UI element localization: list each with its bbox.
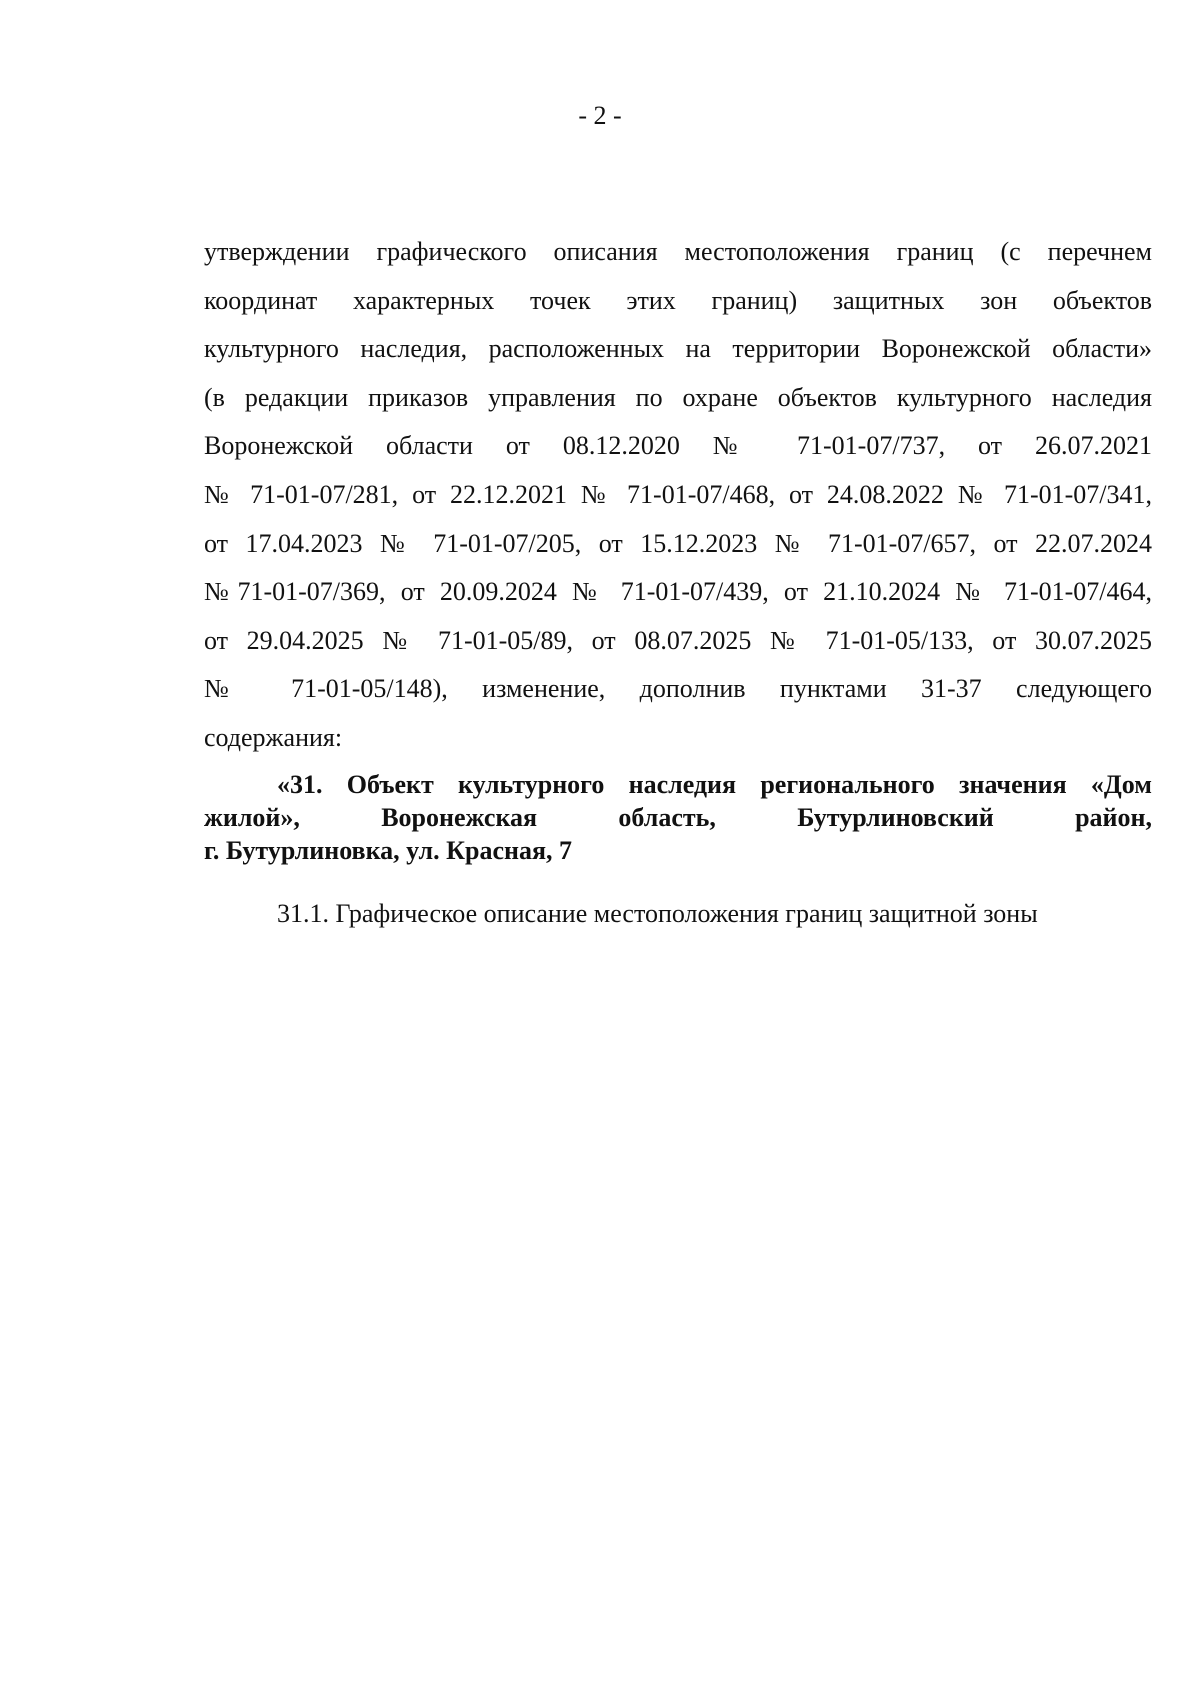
section-heading [204, 768, 1152, 867]
paragraph-line: утверждении графического описания местоположения границ (с перечнем [204, 237, 1152, 266]
subsection-heading: 31.1. Графическое описание местоположения границ защитной зоны [277, 899, 1038, 928]
paragraph-line: № 71-01-07/281, от 22.12.2021 № 71-01-07/468, от 24.08.2022 № 71-01-07/341, [204, 479, 1152, 509]
paragraph-line: культурного наследия, расположенных на территории Воронежской области» [204, 334, 1152, 364]
page-number: - 2 - [578, 101, 622, 130]
paragraph-line: Воронежской области от 08.12.2020 № 71-01-07/737, от 26.07.2021 [204, 431, 1152, 461]
paragraph-line: содержания: [204, 722, 343, 752]
heading-line: «31. Объект культурного наследия регионального значения «Дом [277, 770, 1152, 799]
heading-line: жилой», Воронежская область, Бутурлиновский район, [204, 803, 1152, 832]
paragraph-line: координат характерных точек этих границ) защитных зон объектов [204, 285, 1152, 315]
paragraph-line: № 71-01-05/148), изменение, дополнив пунктами 31-37 следующего [204, 674, 1152, 704]
paragraph-line: (в редакции приказов управления по охране объектов культурного наследия [204, 382, 1152, 412]
paragraph-line: №71-01-07/369, от 20.09.2024 № 71-01-07/439, от 21.10.2024 № 71-01-07/464, [204, 577, 1152, 607]
paragraph-line: от 17.04.2023 № 71-01-07/205, от 15.12.2023 № 71-01-07/657, от 22.07.2024 [204, 528, 1152, 558]
paragraph-line: от 29.04.2025 № 71-01-05/89, от 08.07.2025 № 71-01-05/133, от 30.07.2025 [204, 625, 1152, 655]
body-paragraph [204, 228, 1152, 763]
heading-line: г. Бутурлиновка, ул. Красная, 7 [204, 836, 573, 865]
